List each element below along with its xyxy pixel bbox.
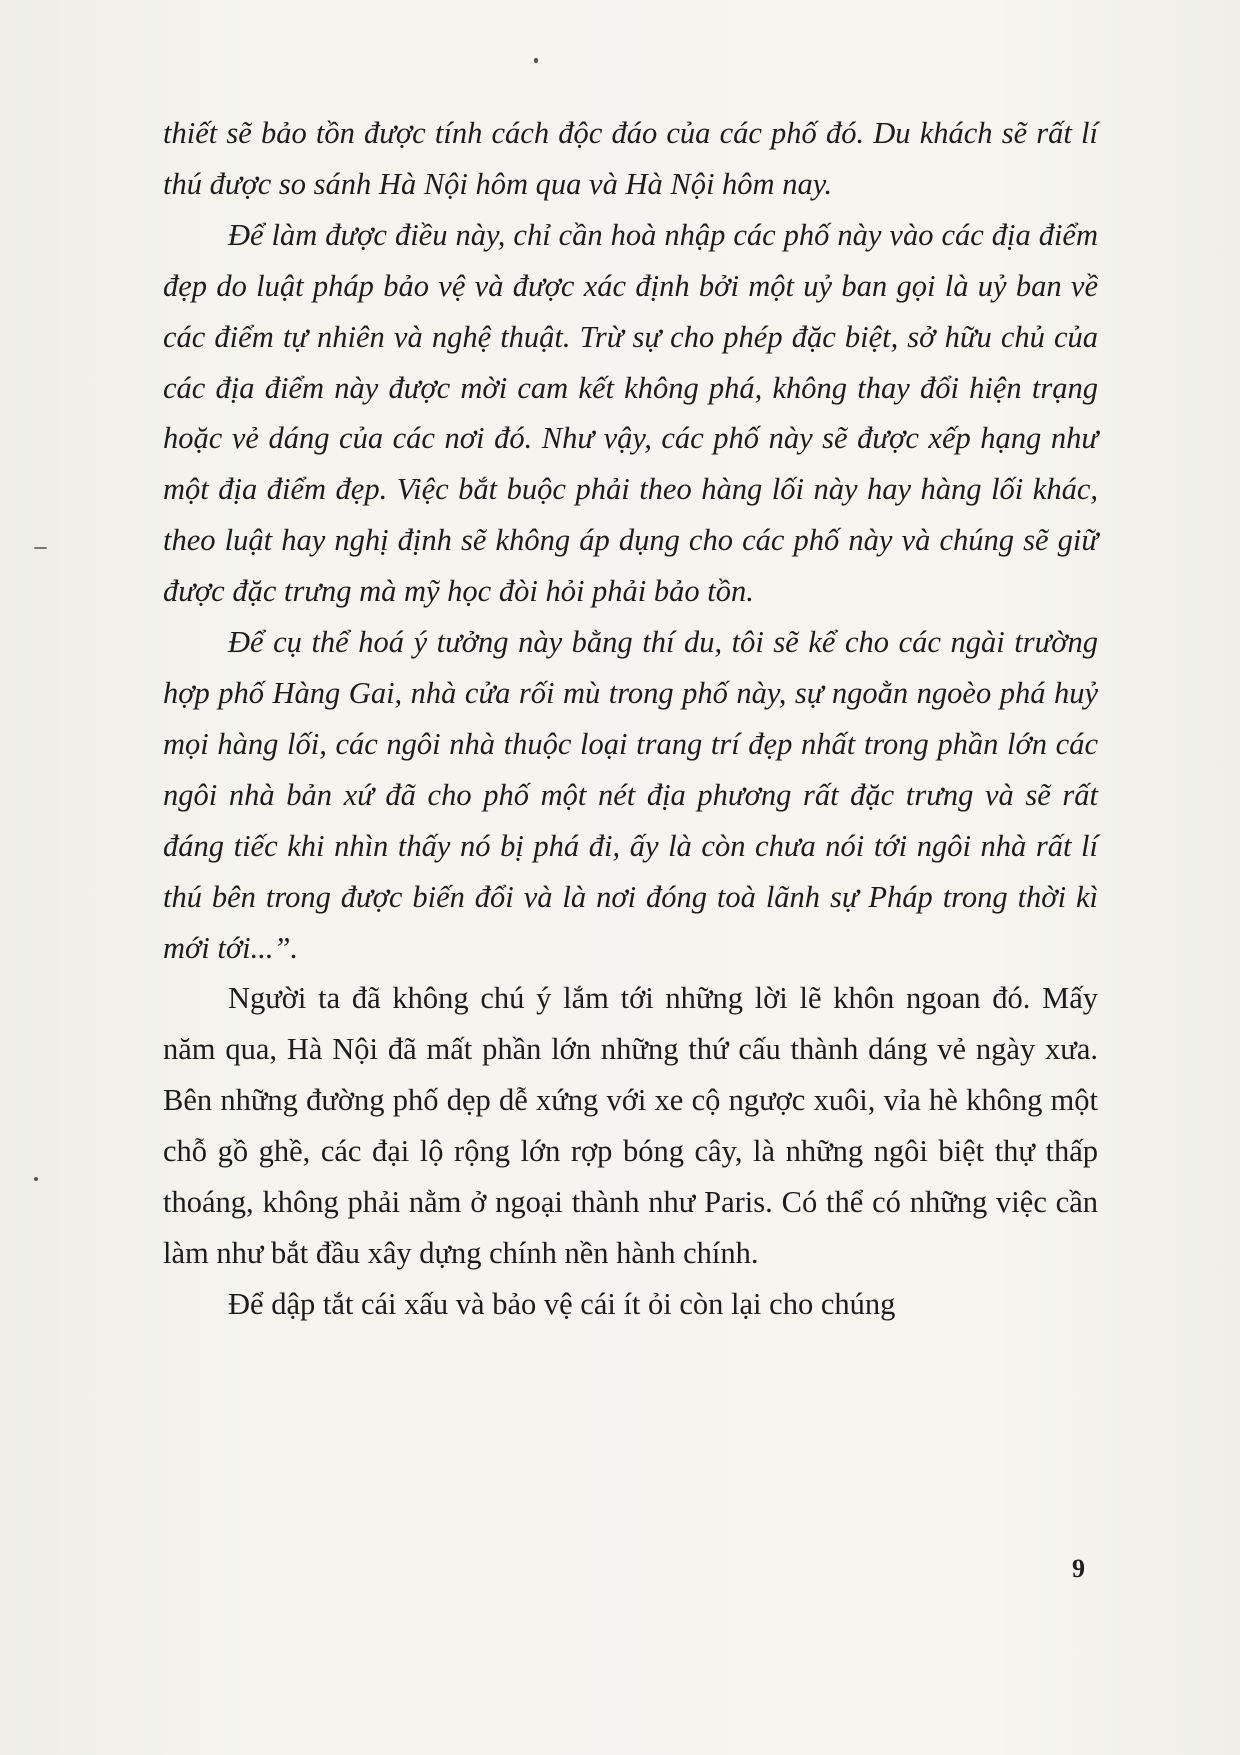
left-margin-speck (34, 1177, 38, 1181)
body-text (163, 108, 1098, 1330)
paragraph-2: Để làm được điều này, chỉ cần hoà nhập các phố này vào các địa điểm đẹp do luật pháp bảo vệ và được xác định bởi một uỷ ban gọi là uỷ ban về các điểm tự nhiên và nghệ thuật. Trừ sự cho phép đặc biệt, sở hữu chủ của các địa điểm này được mời cam kết không phá, không thay đổi hiện trạng hoặc vẻ dáng của các nơi đó. Như vậy, các phố này sẽ được xếp hạng như một địa điểm đẹp. Việc bắt buộc phải theo hàng lối này hay hàng lối khác, theo luật hay nghị định sẽ không áp dụng cho các phố này và chúng sẽ giữ được đặc trưng mà mỹ học đòi hỏi phải bảo tồn. (163, 217, 1098, 609)
paragraph-5: Để dập tắt cái xấu và bảo vệ cái ít ỏi còn lại cho chúng (228, 1286, 896, 1321)
page-number: 9 (1072, 1554, 1085, 1583)
paragraph-1: thiết sẽ bảo tồn được tính cách độc đáo của các phố đó. Du khách sẽ rất lí thú được so sánh Hà Nội hôm qua và Hà Nội hôm nay. (163, 116, 1098, 201)
paragraph-4: Người ta đã không chú ý lắm tới những lời lẽ khôn ngoan đó. Mấy năm qua, Hà Nội đã mất phần lớn những thứ cấu thành dáng vẻ ngày xưa. Bên những đường phố dẹp dễ xứng với xe cộ ngược xuôi, vỉa hè không một chỗ gồ ghề, các đại lộ rộng lớn rợp bóng cây, là những ngôi biệt thự thấp thoáng, không phải nằm ở ngoại thành như Paris. Có thể có những việc cần làm như bắt đầu xây dựng chính nền hành chính. (163, 981, 1098, 1270)
top-speck (534, 58, 538, 63)
left-margin-mark (34, 547, 47, 549)
paragraph-3: Để cụ thể hoá ý tưởng này bằng thí du, tôi sẽ kể cho các ngài trường hợp phố Hàng Gai, nhà cửa rối mù trong phố này, sự ngoằn ngoèo phá huỷ mọi hàng lối, các ngôi nhà thuộc loại trang trí đẹp nhất trong phần lớn các ngôi nhà bản xứ đã cho phố một nét địa phương rất đặc trưng và sẽ rất đáng tiếc khi nhìn thấy nó bị phá đi, ấy là còn chưa nói tới ngôi nhà rất lí thú bên trong được biến đổi và là nơi đóng toà lãnh sự Pháp trong thời kì mới tới...”. (163, 625, 1098, 965)
